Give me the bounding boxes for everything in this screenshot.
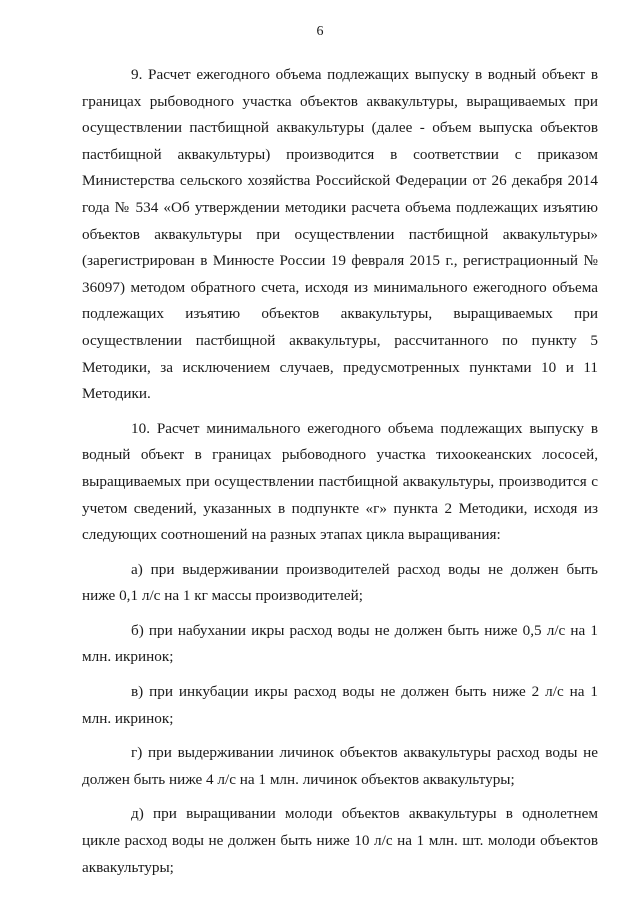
list-item-b: б) при набухании икры расход воды не должен быть ниже 0,5 л/с на 1 млн. икринок; xyxy=(82,621,598,666)
page-number: 6 xyxy=(316,24,324,39)
list-item-g: г) при выдерживании личинок объектов аквакультуры расход воды не должен быть ниже 4 л/с на 1 млн. личинок объектов аквакультуры; xyxy=(82,744,598,788)
list-item-d: д) при выращивании молоди объектов аквакультуры в однолетнем цикле расход воды не должен быть ниже 10 л/с на 1 млн. шт. молоди объектов аквакультуры; xyxy=(82,805,598,876)
list-item-a: а) при выдерживании производителей расход воды не должен быть ниже 0,1 л/с на 1 кг массы производителей; xyxy=(82,560,598,605)
paragraph-10: 10. Расчет минимального ежегодного объема подлежащих выпуску в водный объект в границах рыбоводного участка тихоокеанских лососей, выращиваемых при осуществлении пастбищной аквакультуры, производится с учетом сведений, указанных в подпункте «г» пункта 2 Методики, исходя из следующих соотношений на разных этапах цикла выращивания: xyxy=(82,419,598,544)
list-item-v: в) при инкубации икры расход воды не должен быть ниже 2 л/с на 1 млн. икринок; xyxy=(82,683,598,727)
document-body xyxy=(82,62,598,881)
paragraph-9: 9. Расчет ежегодного объема подлежащих выпуску в водный объект в границах рыбоводного участка объектов аквакультуры, выращиваемых при осуществлении пастбищной аквакультуры (далее - объем выпуска объектов пастбищной аквакультуры) производится в соответствии с приказом Министерства сельского хозяйства Российской Федерации от 26 декабря 2014 года № 534 «Об утверждении методики расчета объема подлежащих изъятию объектов аквакультуры при осуществлении пастбищной аквакультуры» (зарегистрирован в Минюсте России 19 февраля 2015 г., регистрационный № 36097) методом обратного счета, исходя из минимального ежегодного объема подлежащих изъятию объектов аквакультуры, выращиваемых при осуществлении пастбищной аквакультуры, рассчитанного по пункту 5 Методики, за исключением случаев, предусмотренных пунктами 10 и 11 Методики. xyxy=(82,66,598,403)
